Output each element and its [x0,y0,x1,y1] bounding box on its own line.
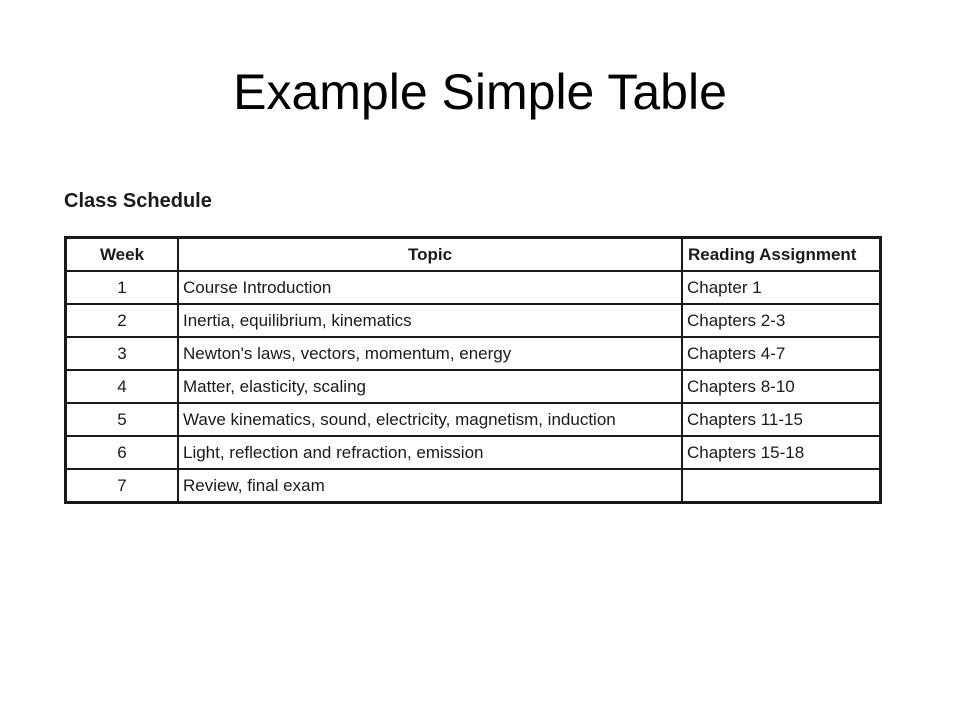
topic-cell: Light, reflection and refraction, emission [178,436,682,469]
header-topic: Topic [178,238,682,272]
week-cell: 4 [66,370,179,403]
topic-cell: Review, final exam [178,469,682,503]
week-cell: 5 [66,403,179,436]
header-row [66,238,881,272]
reading-cell: Chapters 15-18 [682,436,881,469]
table-row [66,304,881,337]
table-row [66,403,881,436]
table-row [66,370,881,403]
topic-cell: Matter, elasticity, scaling [178,370,682,403]
table-row [66,436,881,469]
week-cell: 7 [66,469,179,503]
reading-cell: Chapters 2-3 [682,304,881,337]
table-caption: Class Schedule [64,190,212,212]
reading-cell: Chapters 4-7 [682,337,881,370]
table-row [66,271,881,304]
table-body [66,271,881,503]
class-schedule-table [64,236,882,504]
topic-cell: Course Introduction [178,271,682,304]
topic-cell: Newton's laws, vectors, momentum, energy [178,337,682,370]
topic-cell: Inertia, equilibrium, kinematics [178,304,682,337]
slide-title: Example Simple Table [233,64,727,120]
header-week: Week [66,238,179,272]
reading-cell: Chapters 11-15 [682,403,881,436]
week-cell: 2 [66,304,179,337]
reading-cell: Chapters 8-10 [682,370,881,403]
reading-cell [682,469,881,503]
week-cell: 6 [66,436,179,469]
reading-cell: Chapter 1 [682,271,881,304]
header-reading-assignment: Reading Assignment [682,238,881,272]
week-cell: 1 [66,271,179,304]
week-cell: 3 [66,337,179,370]
table-header [66,238,881,272]
table-row [66,469,881,503]
table-row [66,337,881,370]
topic-cell: Wave kinematics, sound, electricity, magnetism, induction [178,403,682,436]
